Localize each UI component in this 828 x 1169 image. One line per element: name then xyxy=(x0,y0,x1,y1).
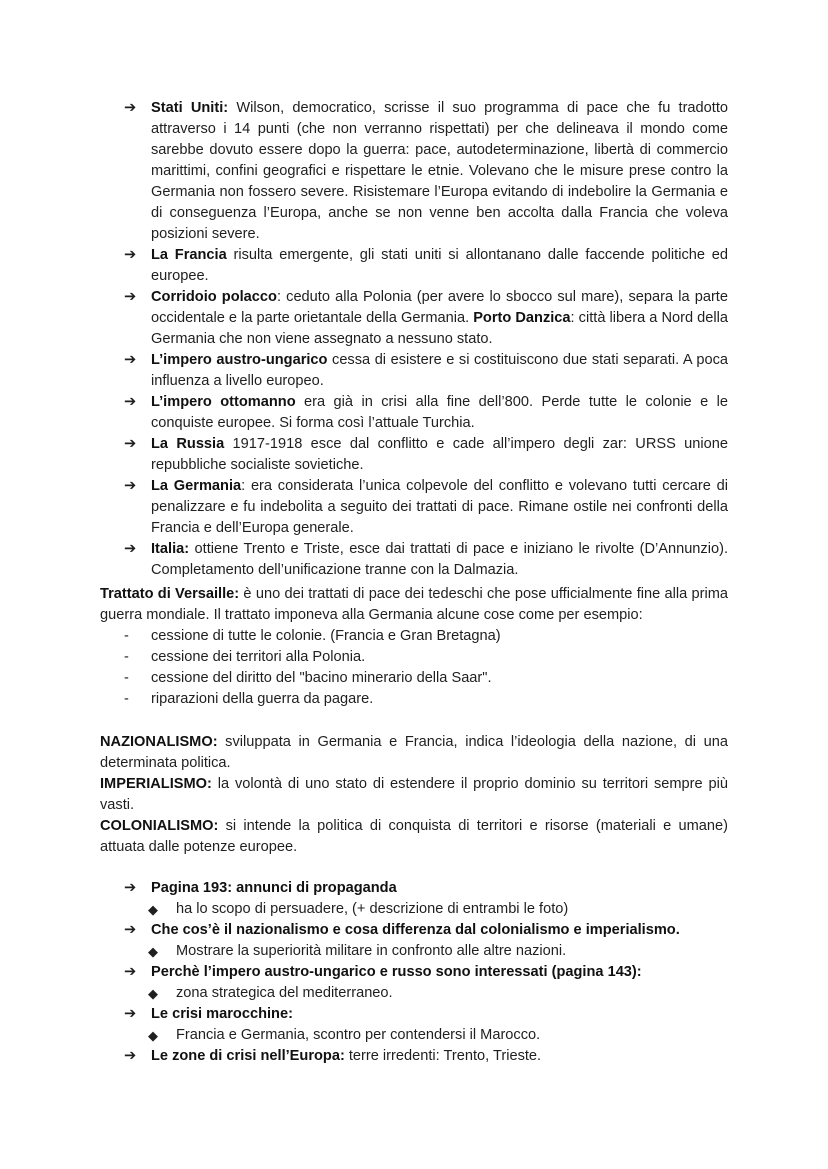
question-text: Che cos’è il nazionalismo e cosa differenza dal colonialismo e imperialismo. xyxy=(151,922,680,938)
diamond-bullet-icon: ◆ xyxy=(148,986,158,1001)
list-item xyxy=(124,434,728,476)
definition-text: si intende la politica di conquista di territori e risorse (materiali e umane) attuata dalle potenze europee. xyxy=(100,818,728,855)
item-text: ottiene Trento e Triste, esce dai trattati di pace e iniziano le rivolte (D’Annunzio). Completamento dell’unificazione tranne con la Dalmazia. xyxy=(151,541,728,578)
diamond-bullet-icon: ◆ xyxy=(148,1028,158,1043)
item-text: : era considerata l’unica colpevole del conflitto e volevano tutti cercare di penalizzare e fu indebolita a seguito dei trattati di pace. Rimane ostile nei confronti della Francia e dell’Europa generale. xyxy=(151,478,728,536)
list-item xyxy=(124,392,728,434)
arrow-icon: ➔ xyxy=(124,289,137,305)
arrow-icon: ➔ xyxy=(124,541,137,557)
arrow-icon: ➔ xyxy=(124,880,137,896)
item-term: La Francia xyxy=(151,247,227,263)
treaty-term: Trattato di Versaille: xyxy=(100,586,240,602)
answer-text: ha lo scopo di persuadere, (+ descrizione di entrambi le foto) xyxy=(176,901,569,917)
list-item xyxy=(124,539,728,581)
definition-term: NAZIONALISMO: xyxy=(100,734,218,750)
treaty-text: è uno dei trattati di pace dei tedeschi che pose ufficialmente fine alla prima guerra mondiale. Il trattato imponeva alla Germania alcune cose come per esempio: xyxy=(100,586,728,623)
question-text: Pagina 193: annunci di propaganda xyxy=(151,880,397,896)
questions-list xyxy=(124,878,728,1067)
answer-item xyxy=(97,983,728,1004)
diamond-bullet-icon: ◆ xyxy=(148,902,158,917)
arrow-icon: ➔ xyxy=(124,394,137,410)
question-item xyxy=(124,1046,728,1067)
item-text: era già in crisi alla fine dell’800. Perde tutte le colonie e le conquiste europee. Si forma così l’attuale Turchia. xyxy=(151,394,728,431)
item-term: L’impero austro-ungarico xyxy=(151,352,328,368)
item-text: : ceduto alla Polonia (per avere lo sbocco sul mare), separa la parte occidentale e la parte orietantale della Germania. xyxy=(151,289,728,326)
list-item xyxy=(124,245,728,287)
question-item xyxy=(124,962,728,983)
item-term: L’impero ottomanno xyxy=(151,394,296,410)
item-term: Italia: xyxy=(151,541,190,557)
dash-bullet: - xyxy=(124,691,129,707)
item-text: riparazioni della guerra da pagare. xyxy=(151,691,374,707)
question-text: Le zone di crisi nell’Europa: xyxy=(151,1048,345,1064)
answer-item xyxy=(97,941,728,962)
list-item xyxy=(124,98,728,245)
definition-term: IMPERIALISMO: xyxy=(100,776,212,792)
item-term: La Germania xyxy=(151,478,242,494)
treaty-paragraph xyxy=(100,584,728,626)
arrow-icon: ➔ xyxy=(124,922,137,938)
dash-bullet: - xyxy=(124,628,129,644)
question-item xyxy=(124,878,728,899)
item-text: cessione del diritto del "bacino minerario della Saar". xyxy=(151,670,492,686)
answer-text: zona strategica del mediterraneo. xyxy=(176,985,393,1001)
item-term: Corridoio polacco xyxy=(151,289,277,305)
question-item xyxy=(124,920,728,941)
item-text: cessione dei territori alla Polonia. xyxy=(151,649,366,665)
question-text: Perchè l’impero austro-ungarico e russo sono interessati (pagina 143): xyxy=(151,964,642,980)
arrow-icon: ➔ xyxy=(124,100,137,116)
list-item xyxy=(124,476,728,539)
dash-bullet: - xyxy=(124,649,129,665)
item-term-secondary: Porto Danzica xyxy=(473,310,571,326)
answer-text: Francia e Germania, scontro per contendersi il Marocco. xyxy=(176,1027,541,1043)
list-item xyxy=(124,350,728,392)
question-rest: terre irredenti: Trento, Trieste. xyxy=(344,1048,542,1064)
definition-text: la volontà di uno stato di estendere il proprio dominio su territori sempre più vasti. xyxy=(100,776,728,813)
item-text: risulta emergente, gli stati uniti si allontanano dalle faccende politiche ed europee. xyxy=(151,247,728,284)
arrow-icon: ➔ xyxy=(124,352,137,368)
dash-bullet: - xyxy=(124,670,129,686)
list-item xyxy=(124,689,728,710)
definition-term: COLONIALISMO: xyxy=(100,818,219,834)
arrow-icon: ➔ xyxy=(124,247,137,263)
list-item xyxy=(124,668,728,689)
treaty-list xyxy=(124,626,728,710)
answer-item xyxy=(97,1025,728,1046)
diamond-bullet-icon: ◆ xyxy=(148,944,158,959)
item-term: Stati Uniti: xyxy=(151,100,229,116)
countries-list xyxy=(124,98,728,581)
item-text: cessa di esistere e si costituiscono due stati separati. A poca influenza a livello europeo. xyxy=(151,352,728,389)
arrow-icon: ➔ xyxy=(124,964,137,980)
item-term: La Russia xyxy=(151,436,225,452)
definition-colonialismo xyxy=(100,816,728,858)
answer-item xyxy=(97,899,728,920)
item-text: Wilson, democratico, scrisse il suo programma di pace che fu tradotto attraverso i 14 punti (che non verranno rispettati) per che delineava il mondo come sarebbe dovuto essere dopo la guerra: pace, autodeterminazione, libertà di commercio marittimi, confini geografici e rispettare le etnie. Volevano che le misure prese contro la Germania non fossero severe. Risistemare l’Europa evitando di indebolire la Germania e di conseguenza l’Europa, anche se non venne ben accolta dalla Francia che voleva posizioni severe. xyxy=(151,100,729,242)
definition-nazionalismo xyxy=(100,732,728,774)
item-text-secondary: : città libera a Nord della Germania che non viene assegnato a nessuno stato. xyxy=(151,310,729,347)
list-item xyxy=(124,647,728,668)
arrow-icon: ➔ xyxy=(124,1048,137,1064)
list-item xyxy=(124,287,728,350)
item-text: cessione di tutte le colonie. (Francia e Gran Bretagna) xyxy=(151,628,501,644)
definition-text: sviluppata in Germania e Francia, indica l’ideologia della nazione, di una determinata politica. xyxy=(100,734,728,771)
list-item xyxy=(124,626,728,647)
arrow-icon: ➔ xyxy=(124,1006,137,1022)
answer-text: Mostrare la superiorità militare in confronto alle altre nazioni. xyxy=(176,943,567,959)
question-item xyxy=(124,1004,728,1025)
definition-imperialismo xyxy=(100,774,728,816)
arrow-icon: ➔ xyxy=(124,436,137,452)
arrow-icon: ➔ xyxy=(124,478,137,494)
item-text: 1917-1918 esce dal conflitto e cade all’impero degli zar: URSS unione repubbliche socialiste sovietiche. xyxy=(151,436,728,473)
question-text: Le crisi marocchine: xyxy=(151,1006,293,1022)
